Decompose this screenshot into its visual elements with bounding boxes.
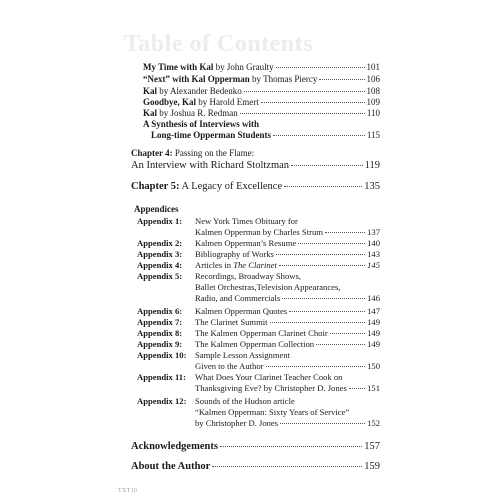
table-of-contents xyxy=(131,0,380,500)
appendix-entry-cont: by Christopher D. Jones 152 xyxy=(195,418,380,428)
appendix-entry: Appendix 9: The Kalmen Opperman Collection 149 xyxy=(137,339,380,349)
appendix-entry-cont: Kalmen Opperman by Charles Strum 137 xyxy=(195,227,380,237)
appendices-heading: Appendices xyxy=(134,204,179,214)
appendix-entry: Appendix 12: Sounds of the Hudson article xyxy=(137,396,295,406)
faded-heading: Table of Contents xyxy=(124,31,313,57)
chapter-4-heading: Chapter 4: Passing on the Flame: xyxy=(131,148,255,158)
appendix-entry: Appendix 10: Sample Lesson Assignment xyxy=(137,350,291,360)
toc-entry-line: A Synthesis of Interviews with xyxy=(143,119,260,129)
appendix-entry: Appendix 11: What Does Your Clarinet Teacher Cook on xyxy=(137,372,343,382)
about-author-entry: About the Author 159 xyxy=(131,461,380,472)
toc-entry: My Time with Kal by John Graulty 101 xyxy=(143,62,380,72)
toc-entry: Long-time Opperman Students 115 xyxy=(151,130,380,140)
toc-entry: Kal by Joshua R. Redman 110 xyxy=(143,108,380,118)
toc-entry: An Interview with Richard Stoltzman 119 xyxy=(131,160,380,171)
chapter-5-entry: Chapter 5: A Legacy of Excellence 135 xyxy=(131,181,380,192)
appendix-entry: Appendix 8: The Kalmen Opperman Clarinet Choir 149 xyxy=(137,328,380,338)
appendix-entry-cont: Given to the Author 150 xyxy=(195,361,380,371)
appendix-entry-cont: Thanksgiving Eve? by Christopher D. Jones 151 xyxy=(195,383,380,393)
toc-entry: Goodbye, Kal by Harold Emert 109 xyxy=(143,97,380,107)
appendix-entry: Appendix 4: Articles in The Clarinet 145 xyxy=(137,260,380,270)
page-footer: TXT10 xyxy=(118,488,138,494)
appendix-entry-cont: Ballet Orchestras,Television Appearances, xyxy=(195,282,341,292)
appendix-entry-cont: Radio, and Commercials 146 xyxy=(195,293,380,303)
appendix-entry-cont: “Kalmen Opperman: Sixty Years of Service” xyxy=(195,407,350,417)
toc-entry: “Next” with Kal Opperman by Thomas Piercy 106 xyxy=(143,74,380,84)
appendix-entry: Appendix 1: New York Times Obituary for xyxy=(137,216,298,226)
appendix-entry: Appendix 2: Kalmen Opperman’s Resume 140 xyxy=(137,238,380,248)
appendix-entry: Appendix 7: The Clarinet Summit 149 xyxy=(137,317,380,327)
appendix-entry: Appendix 6: Kalmen Opperman Quotes 147 xyxy=(137,306,380,316)
appendix-entry: Appendix 3: Bibliography of Works 143 xyxy=(137,249,380,259)
acknowledgements-entry: Acknowledgements 157 xyxy=(131,441,380,452)
toc-entry: Kal by Alexander Bedenko 108 xyxy=(143,86,380,96)
appendix-entry: Appendix 5: Recordings, Broadway Shows, xyxy=(137,271,301,281)
